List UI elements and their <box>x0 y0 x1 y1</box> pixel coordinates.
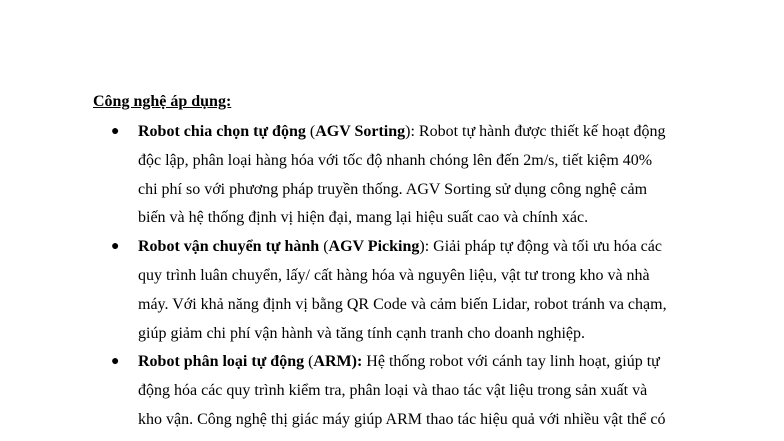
item-open-paren: ( <box>304 353 314 371</box>
item-open-paren: ( <box>319 238 329 256</box>
list-item-agv-sorting <box>0 118 784 233</box>
item-close-paren: ) <box>419 238 425 256</box>
bullet-icon: ● <box>111 124 120 139</box>
item-text-line: máy. Với khả năng định vị bằng QR Code và cảm biến Lidar, robot tránh va chạm, <box>138 295 667 313</box>
bullet-icon: ● <box>111 354 120 370</box>
item-lead-text: : Robot tự hành được thiết kế hoạt động <box>410 123 666 140</box>
item-abbreviation: AGV Picking <box>328 238 420 256</box>
bullet-icon: ● <box>111 239 120 255</box>
item-text-line: quy trình luân chuyển, lấy/ cất hàng hóa và nguyên liệu, vật tư trong kho và nhà <box>138 266 650 284</box>
item-text-line: chi phí so với phương pháp truyền thống. AGV Sorting sử dụng công nghệ cảm <box>138 180 648 198</box>
item-abbreviation: AGV Sorting <box>315 123 406 140</box>
section-heading: Công nghệ áp dụng: <box>93 93 232 110</box>
item-text-line: kho vận. Công nghệ thị giác máy giúp ARM thao tác hiệu quả với nhiều vật thể có <box>138 410 666 428</box>
item-first-line <box>138 233 738 262</box>
item-text-line: giúp giảm chi phí vận hành và tăng tính cạnh tranh cho doanh nghiệp. <box>138 324 585 342</box>
item-first-line <box>138 118 738 147</box>
list-item-agv-picking <box>0 233 784 348</box>
item-title: Robot phân loại tự động <box>138 353 305 371</box>
item-open-paren: ( <box>305 123 316 140</box>
item-text-line: biến và hệ thống định vị hiện đại, mang lại hiệu suất cao và chính xác. <box>138 209 589 227</box>
item-first-line <box>138 348 738 377</box>
item-lead-text: Hệ thống robot với cánh tay linh hoạt, giúp tự <box>362 353 660 371</box>
item-text-line: độc lập, phân loại hàng hóa với tốc độ nhanh chóng lên đến 2m/s, tiết kiệm 40% <box>138 151 653 169</box>
item-text-line: động hóa các quy trình kiểm tra, phân loại và thao tác vật liệu trong sản xuất và <box>138 382 648 400</box>
technology-list <box>0 118 784 435</box>
item-title: Robot chia chọn tự động <box>138 123 306 140</box>
item-close-paren: ) <box>405 123 411 140</box>
item-abbreviation: ARM <box>313 353 352 371</box>
item-lead-text: : Giải pháp tự động và tối ưu hóa các <box>424 238 662 256</box>
item-close-paren: ): <box>351 353 363 371</box>
list-item-arm <box>0 348 784 434</box>
item-title: Robot vận chuyển tự hành <box>138 238 320 256</box>
